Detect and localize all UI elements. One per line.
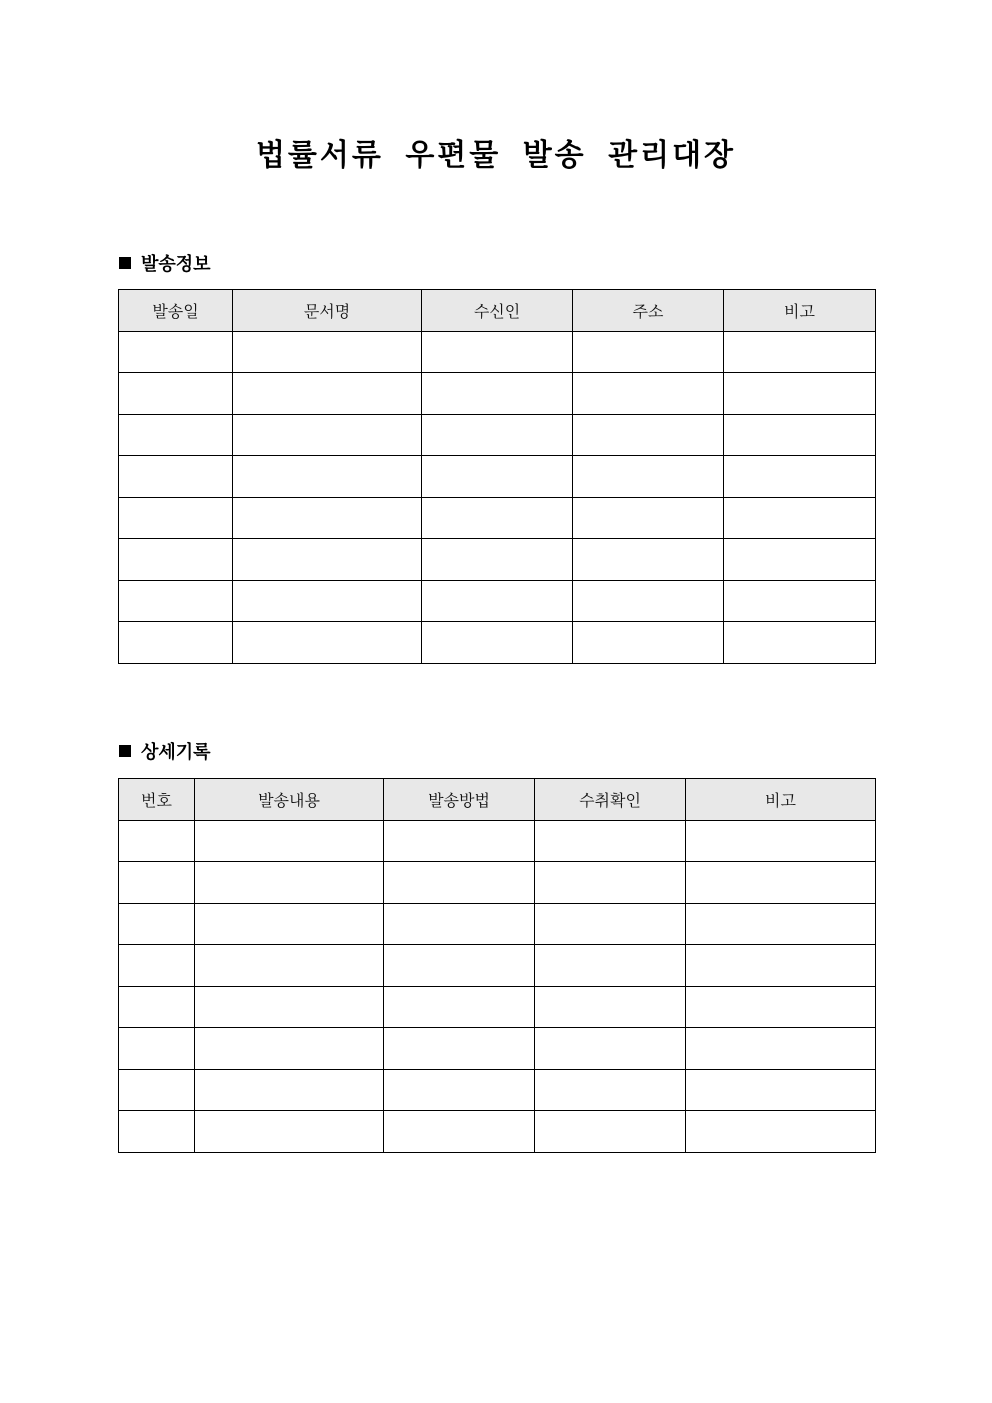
square-bullet-icon — [119, 745, 131, 757]
table-cell[interactable] — [384, 1028, 535, 1070]
table-cell[interactable] — [119, 1069, 195, 1111]
table-cell[interactable] — [724, 539, 876, 581]
table-cell[interactable] — [535, 862, 686, 904]
table-cell[interactable] — [535, 1028, 686, 1070]
table-cell[interactable] — [422, 331, 573, 373]
table-row — [119, 986, 876, 1028]
table-cell[interactable] — [573, 622, 724, 664]
table-cell[interactable] — [119, 903, 195, 945]
table-cell[interactable] — [422, 497, 573, 539]
table-row — [119, 1028, 876, 1070]
table-cell[interactable] — [724, 456, 876, 498]
table-cell[interactable] — [233, 414, 422, 456]
table-cell[interactable] — [195, 903, 384, 945]
column-header-document-name: 문서명 — [233, 290, 422, 332]
table-cell[interactable] — [233, 331, 422, 373]
table-cell[interactable] — [384, 945, 535, 987]
send-info-table — [118, 289, 876, 664]
column-header-receipt-check: 수취확인 — [535, 779, 686, 821]
table-cell[interactable] — [686, 945, 876, 987]
table-row — [119, 373, 876, 415]
table-cell[interactable] — [535, 986, 686, 1028]
table-row — [119, 1111, 876, 1153]
table-cell[interactable] — [119, 1028, 195, 1070]
document-title: 법률서류 우편물 발송 관리대장 — [255, 138, 737, 173]
table-cell[interactable] — [573, 373, 724, 415]
table-row — [119, 539, 876, 581]
table-cell[interactable] — [384, 1069, 535, 1111]
column-header-address: 주소 — [573, 290, 724, 332]
table-cell[interactable] — [119, 456, 233, 498]
table-cell[interactable] — [535, 820, 686, 862]
table-header-row — [119, 779, 876, 821]
table-cell[interactable] — [119, 373, 233, 415]
table-cell[interactable] — [195, 1028, 384, 1070]
table-cell[interactable] — [686, 1111, 876, 1153]
section-heading-label: 상세기록 — [141, 742, 211, 763]
table-cell[interactable] — [119, 945, 195, 987]
table-cell[interactable] — [384, 862, 535, 904]
table-cell[interactable] — [384, 820, 535, 862]
column-header-send-date: 발송일 — [119, 290, 233, 332]
table-cell[interactable] — [119, 820, 195, 862]
table-cell[interactable] — [724, 373, 876, 415]
table-cell[interactable] — [724, 580, 876, 622]
table-cell[interactable] — [573, 414, 724, 456]
send-info-rows — [119, 331, 876, 663]
table-cell[interactable] — [686, 820, 876, 862]
table-cell[interactable] — [535, 945, 686, 987]
table-cell[interactable] — [119, 986, 195, 1028]
table-row — [119, 862, 876, 904]
table-row — [119, 945, 876, 987]
table-cell[interactable] — [233, 497, 422, 539]
column-header-recipient: 수신인 — [422, 290, 573, 332]
table-cell[interactable] — [686, 862, 876, 904]
table-cell[interactable] — [119, 1111, 195, 1153]
table-cell[interactable] — [119, 580, 233, 622]
table-cell[interactable] — [195, 986, 384, 1028]
table-cell[interactable] — [233, 622, 422, 664]
table-cell[interactable] — [119, 862, 195, 904]
table-cell[interactable] — [233, 580, 422, 622]
table-cell[interactable] — [195, 945, 384, 987]
table-cell[interactable] — [422, 539, 573, 581]
square-bullet-icon — [119, 257, 131, 269]
column-header-number: 번호 — [119, 779, 195, 821]
table-cell[interactable] — [573, 580, 724, 622]
table-cell[interactable] — [686, 1028, 876, 1070]
table-cell[interactable] — [119, 414, 233, 456]
table-cell[interactable] — [573, 456, 724, 498]
column-header-method: 발송방법 — [384, 779, 535, 821]
table-row — [119, 580, 876, 622]
detail-record-rows — [119, 820, 876, 1152]
table-cell[interactable] — [422, 456, 573, 498]
table-cell[interactable] — [422, 414, 573, 456]
table-cell[interactable] — [573, 539, 724, 581]
table-row — [119, 414, 876, 456]
table-cell[interactable] — [724, 497, 876, 539]
table-row — [119, 903, 876, 945]
table-cell[interactable] — [233, 456, 422, 498]
table-cell[interactable] — [573, 331, 724, 373]
table-cell[interactable] — [195, 862, 384, 904]
table-row — [119, 456, 876, 498]
table-cell[interactable] — [233, 539, 422, 581]
table-cell[interactable] — [686, 986, 876, 1028]
table-cell[interactable] — [686, 1069, 876, 1111]
detail-record-table — [118, 778, 876, 1153]
table-cell[interactable] — [384, 903, 535, 945]
section-heading-detail-record — [119, 741, 211, 765]
table-cell[interactable] — [724, 414, 876, 456]
table-header-row — [119, 290, 876, 332]
section-heading-label: 발송정보 — [141, 254, 211, 275]
table-cell[interactable] — [573, 497, 724, 539]
table-cell[interactable] — [195, 820, 384, 862]
table-cell[interactable] — [535, 903, 686, 945]
table-cell[interactable] — [422, 373, 573, 415]
table-row — [119, 331, 876, 373]
table-cell[interactable] — [384, 986, 535, 1028]
table-cell[interactable] — [195, 1069, 384, 1111]
column-header-remarks: 비고 — [724, 290, 876, 332]
table-cell[interactable] — [422, 580, 573, 622]
table-cell[interactable] — [233, 373, 422, 415]
table-cell[interactable] — [535, 1069, 686, 1111]
table-cell[interactable] — [119, 622, 233, 664]
table-cell[interactable] — [724, 331, 876, 373]
table-cell[interactable] — [119, 497, 233, 539]
column-header-remarks: 비고 — [686, 779, 876, 821]
table-cell[interactable] — [384, 1111, 535, 1153]
table-cell[interactable] — [535, 1111, 686, 1153]
table-cell[interactable] — [195, 1111, 384, 1153]
table-row — [119, 497, 876, 539]
table-row — [119, 1069, 876, 1111]
table-cell[interactable] — [119, 539, 233, 581]
table-row — [119, 622, 876, 664]
section-heading-send-info — [119, 253, 211, 277]
table-cell[interactable] — [119, 331, 233, 373]
table-cell[interactable] — [686, 903, 876, 945]
column-header-content: 발송내용 — [195, 779, 384, 821]
table-cell[interactable] — [724, 622, 876, 664]
table-row — [119, 820, 876, 862]
table-cell[interactable] — [422, 622, 573, 664]
